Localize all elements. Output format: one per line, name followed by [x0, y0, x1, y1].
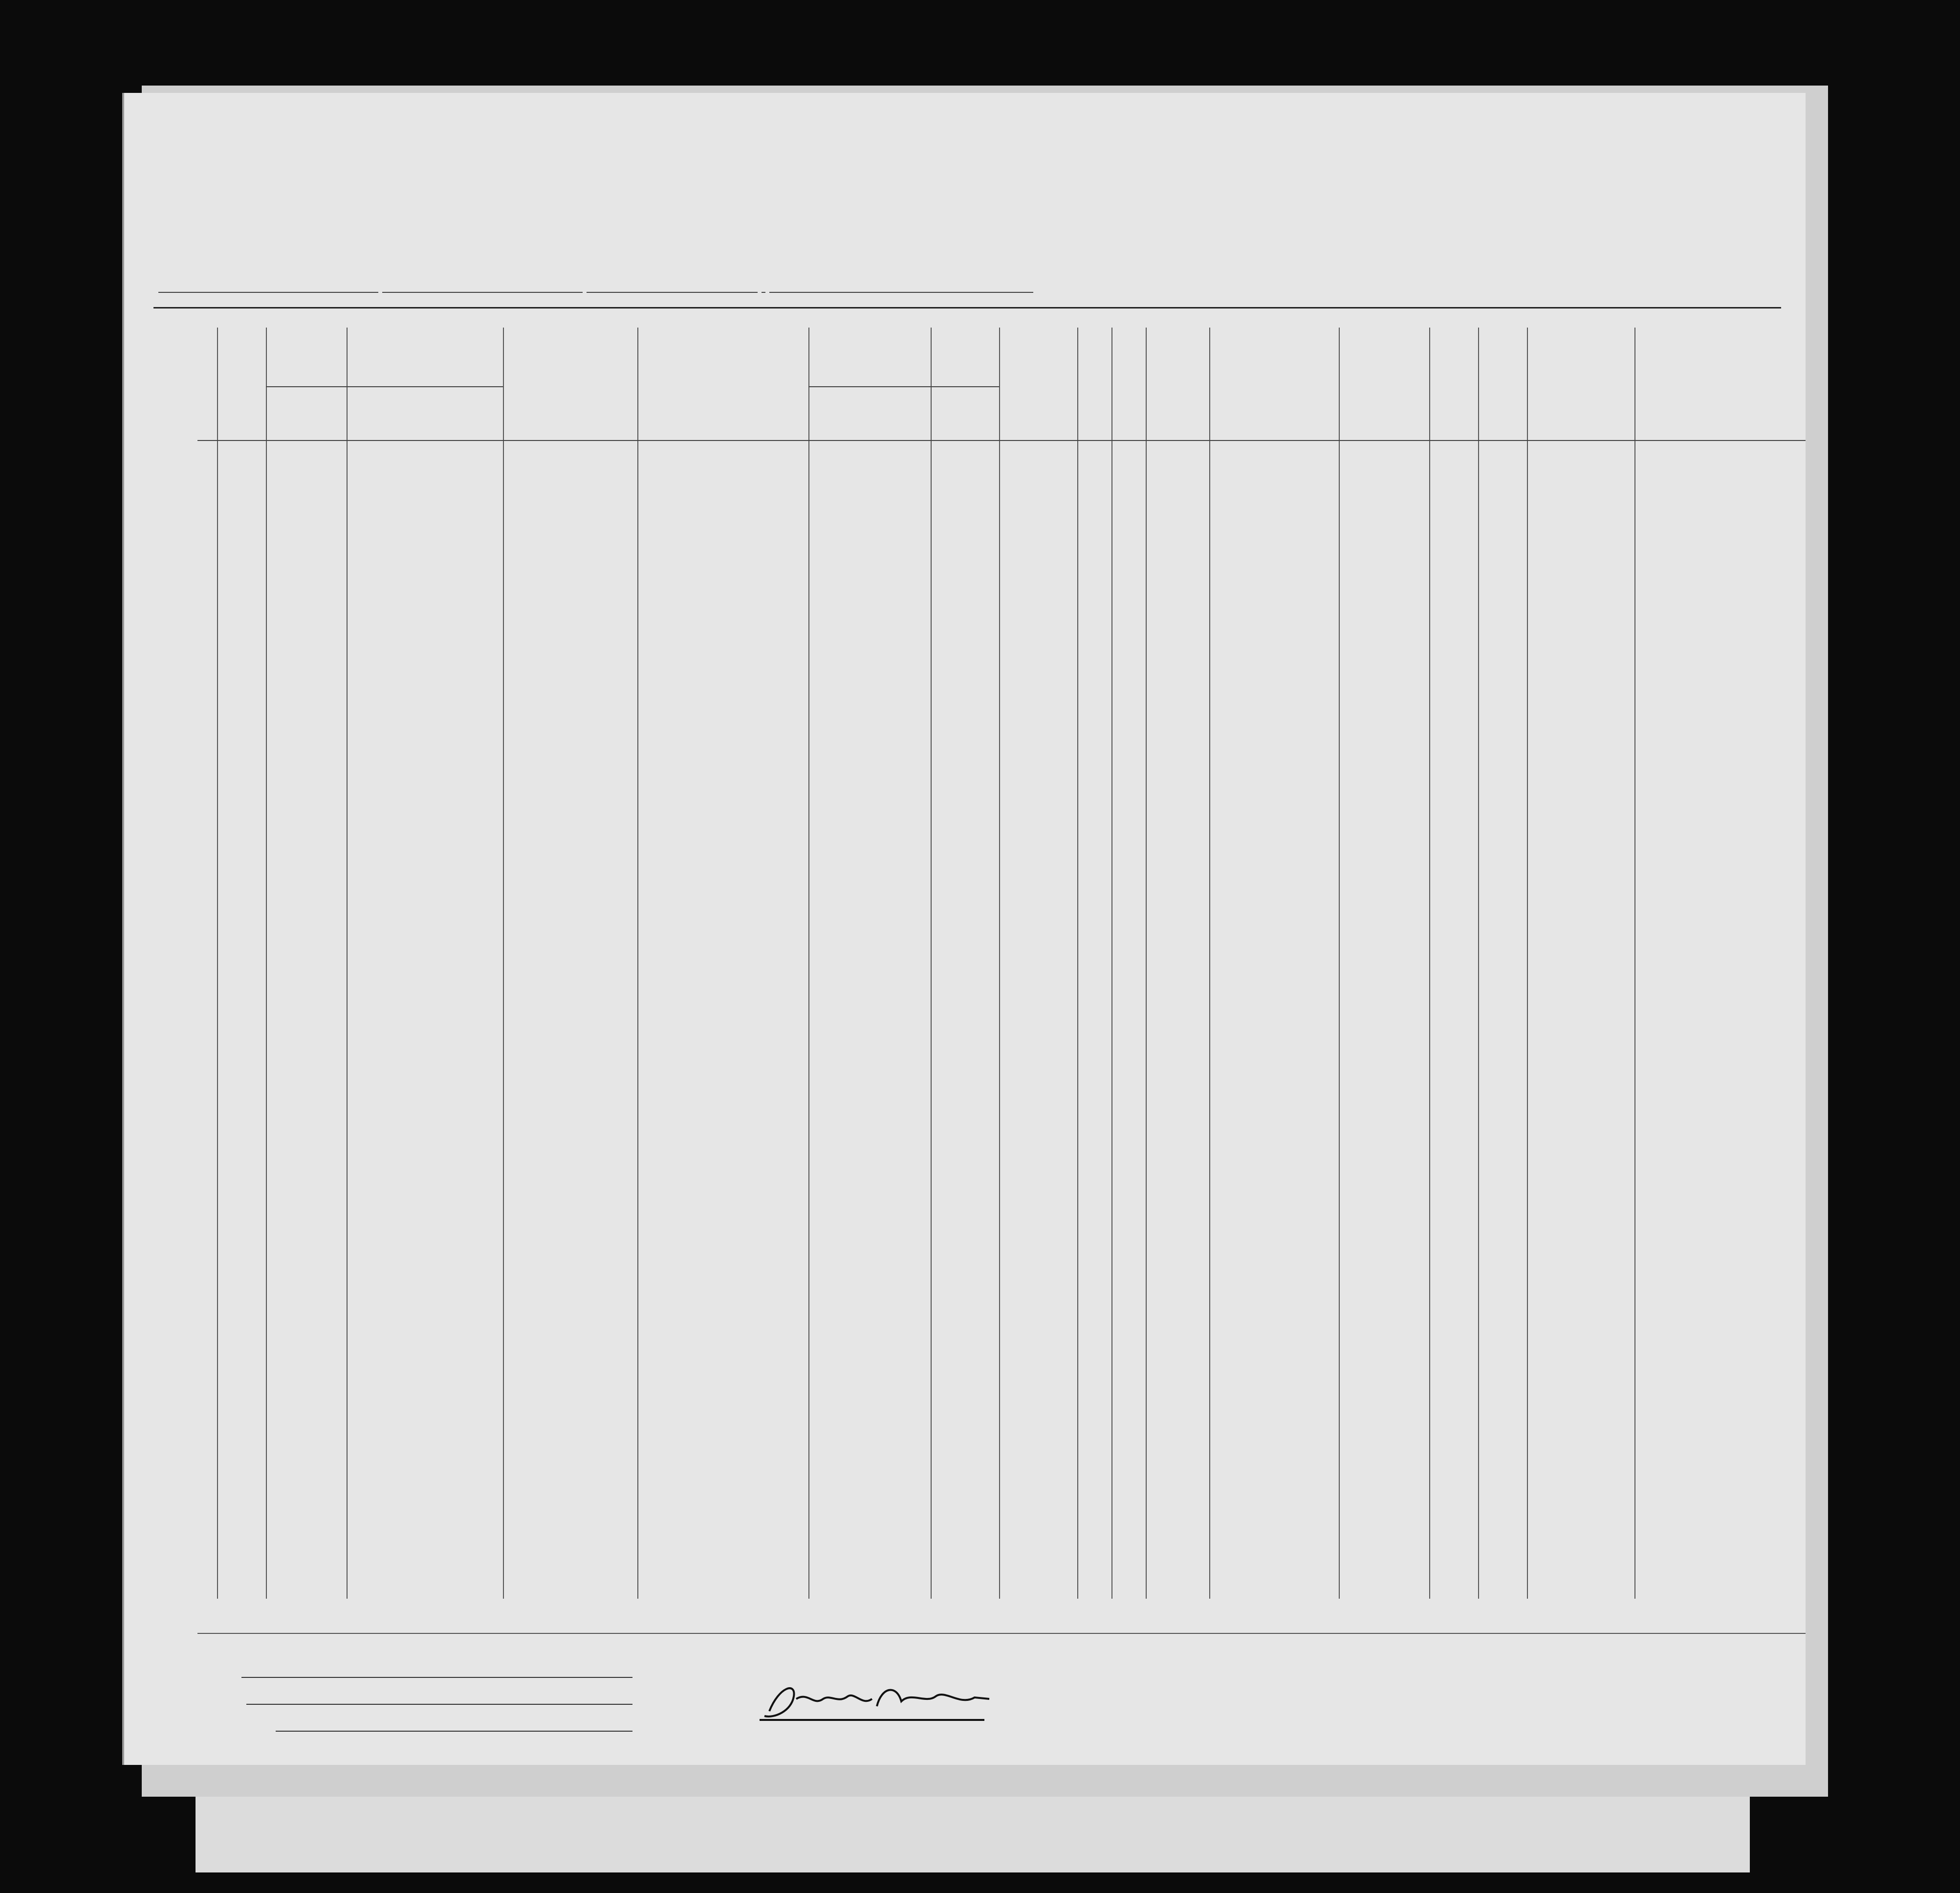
column-header	[1429, 331, 1478, 335]
column-divider	[1146, 328, 1147, 1599]
line-underline	[241, 1677, 632, 1678]
column-header	[1077, 331, 1111, 335]
column-header	[1634, 331, 1806, 335]
crew-table	[197, 328, 1806, 1599]
agents-underline	[276, 1731, 632, 1732]
column-header	[197, 331, 217, 335]
column-divider	[1634, 328, 1635, 1599]
sheet-number	[1630, 166, 1638, 181]
column-header	[1209, 331, 1339, 335]
column-divider	[1429, 328, 1430, 1599]
column-divider	[808, 328, 809, 1599]
column-divider	[347, 328, 348, 1599]
divider	[153, 307, 1781, 308]
column-divider	[1478, 328, 1479, 1599]
owners-underline	[246, 1704, 632, 1705]
voyage-line	[158, 279, 1033, 297]
manifest-sheet	[122, 93, 1806, 1765]
column-divider	[1209, 328, 1210, 1599]
subheader-line	[266, 386, 503, 387]
header-bottom-line	[197, 440, 1806, 441]
column-divider	[217, 328, 218, 1599]
column-divider	[1527, 328, 1528, 1599]
table-bottom-line	[197, 1633, 1806, 1634]
column-divider	[637, 328, 638, 1599]
date-value	[587, 292, 758, 293]
column-header	[637, 331, 808, 335]
column-header	[1478, 331, 1527, 335]
column-header	[1339, 331, 1429, 335]
vessel-value	[158, 292, 378, 293]
column-header	[808, 331, 999, 346]
column-divider	[1111, 328, 1112, 1599]
year-value	[762, 292, 765, 293]
column-header	[1146, 331, 1209, 335]
column-header	[999, 331, 1077, 335]
column-header	[1527, 331, 1634, 335]
column-divider	[931, 328, 932, 1599]
column-header	[1111, 331, 1146, 335]
column-header	[503, 331, 637, 335]
subheader-line	[808, 386, 999, 387]
column-divider	[999, 328, 1000, 1599]
column-divider	[503, 328, 504, 1599]
column-header	[217, 331, 266, 335]
port-value	[769, 292, 1033, 293]
arriving-value	[382, 292, 583, 293]
column-divider	[266, 328, 267, 1599]
column-header	[266, 331, 503, 346]
column-divider	[1077, 328, 1078, 1599]
inspector-signature	[750, 1677, 1004, 1723]
column-divider	[1339, 328, 1340, 1599]
